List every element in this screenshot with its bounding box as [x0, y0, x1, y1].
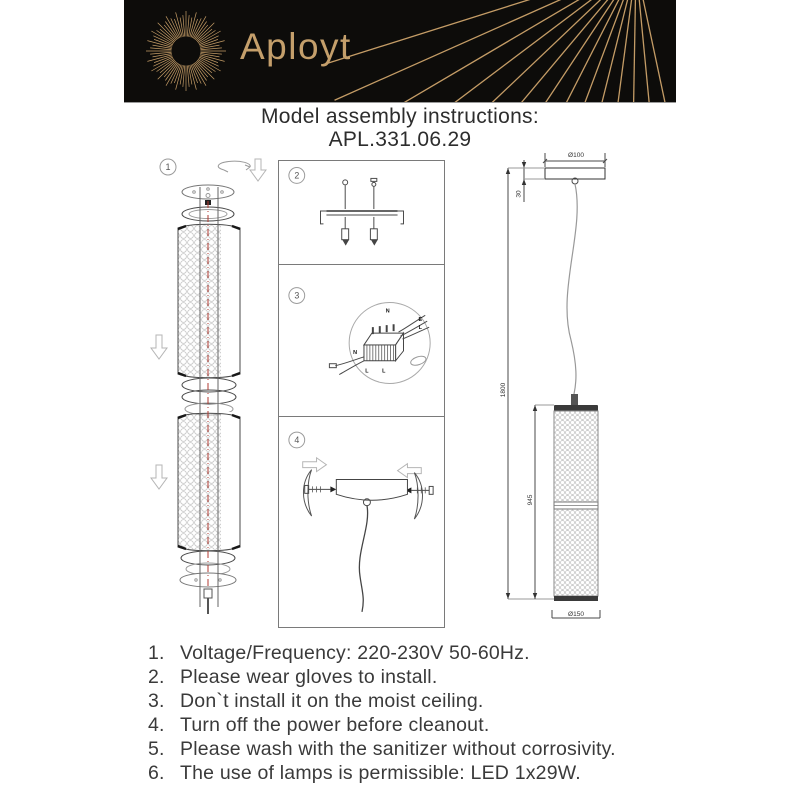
- svg-text:2: 2: [294, 170, 300, 181]
- side-cover-right: [414, 473, 422, 519]
- svg-text:L: L: [382, 368, 386, 375]
- ceiling-canopy: [336, 480, 407, 506]
- svg-text:Ø100: Ø100: [568, 152, 584, 159]
- rotate-arrow-icon: [218, 161, 250, 172]
- bottom-bolt: [204, 589, 212, 614]
- step3-panel: [278, 264, 445, 417]
- svg-text:L: L: [365, 368, 369, 375]
- item-number: 3.: [148, 690, 165, 712]
- item-text: Turn off the power before cleanout.: [180, 714, 490, 736]
- svg-text:L: L: [418, 325, 422, 332]
- left-arrow-icon: [398, 464, 422, 478]
- suspension-cable: [567, 184, 577, 394]
- list-item: [148, 689, 688, 713]
- down-arrow-icon: [151, 465, 167, 489]
- step3-wiring-diagram: [279, 265, 444, 416]
- step4-panel: [278, 416, 445, 628]
- step2-badge: [289, 168, 305, 184]
- step3-badge: [289, 288, 305, 304]
- item-number: 6.: [148, 762, 165, 784]
- strain-relief: [410, 355, 427, 367]
- step4-canopy-diagram: [279, 417, 444, 627]
- list-item: [148, 641, 688, 665]
- canopy-offset-dim: [516, 160, 546, 202]
- dimension-drawing: [495, 140, 700, 632]
- step1-exploded-diagram: [138, 155, 280, 632]
- item-text: Please wear gloves to install.: [180, 666, 438, 688]
- shade-diameter-dim: [552, 610, 600, 618]
- spacer-rings: [182, 378, 236, 415]
- svg-text:N: N: [353, 349, 358, 356]
- svg-text:1800: 1800: [500, 382, 507, 398]
- brand-banner: [124, 0, 676, 103]
- upper-shade-cylinder: [178, 222, 240, 381]
- suspension-cable: [359, 505, 367, 612]
- item-number: 2.: [148, 666, 165, 688]
- right-arrow-icon: [303, 458, 327, 472]
- canopy-diameter-dim: [543, 152, 607, 167]
- page-title: Model assembly instructions:: [260, 105, 539, 128]
- canopy-profile: [545, 168, 605, 184]
- list-item: [148, 665, 688, 689]
- banner-decoration: [124, 0, 676, 102]
- instruction-list: [148, 641, 688, 785]
- lower-shade-cylinder: [178, 412, 240, 554]
- list-item: [148, 713, 688, 737]
- item-text: Please wash with the sanitizer without corrosivity.: [180, 738, 616, 760]
- svg-text:1: 1: [165, 162, 171, 172]
- step2-bracket-diagram: [279, 161, 444, 264]
- lamp-nipple: [571, 394, 578, 405]
- mounting-screw-left: [342, 180, 349, 246]
- item-number: 5.: [148, 738, 165, 760]
- down-arrow-icon: [250, 159, 266, 181]
- svg-text:4: 4: [294, 434, 300, 445]
- step1-badge: [160, 159, 176, 175]
- svg-text:E: E: [418, 317, 423, 324]
- item-number: 4.: [148, 714, 165, 736]
- svg-text:3: 3: [294, 290, 300, 301]
- item-text: Don`t install it on the moist ceiling.: [180, 690, 484, 712]
- side-screw-left: [305, 485, 337, 493]
- mounting-screw-right: [370, 178, 377, 245]
- terminal-block: [364, 324, 404, 361]
- brand-name: Aployt: [240, 26, 352, 67]
- corner-rays-decoration: [321, 0, 676, 102]
- model-number: APL.331.06.29: [328, 128, 472, 151]
- item-number: 1.: [148, 642, 165, 664]
- item-text: Voltage/Frequency: 220-230V 50-60Hz.: [180, 642, 530, 664]
- step4-badge: [289, 432, 305, 448]
- svg-text:945: 945: [527, 494, 534, 506]
- step2-panel: [278, 160, 445, 265]
- total-height-dim: [500, 168, 554, 599]
- down-arrow-icon: [151, 335, 167, 359]
- lamp-shade: [554, 405, 598, 601]
- item-text: The use of lamps is permissible: LED 1x29W.: [180, 762, 581, 784]
- svg-text:Ø150: Ø150: [568, 611, 584, 618]
- list-item: [148, 737, 688, 761]
- list-item: [148, 761, 688, 785]
- shade-height-dim: [527, 405, 554, 599]
- ceiling-bracket: [320, 211, 403, 224]
- svg-text:30: 30: [515, 190, 523, 198]
- svg-text:N: N: [385, 308, 390, 315]
- sunburst-center: [173, 38, 200, 65]
